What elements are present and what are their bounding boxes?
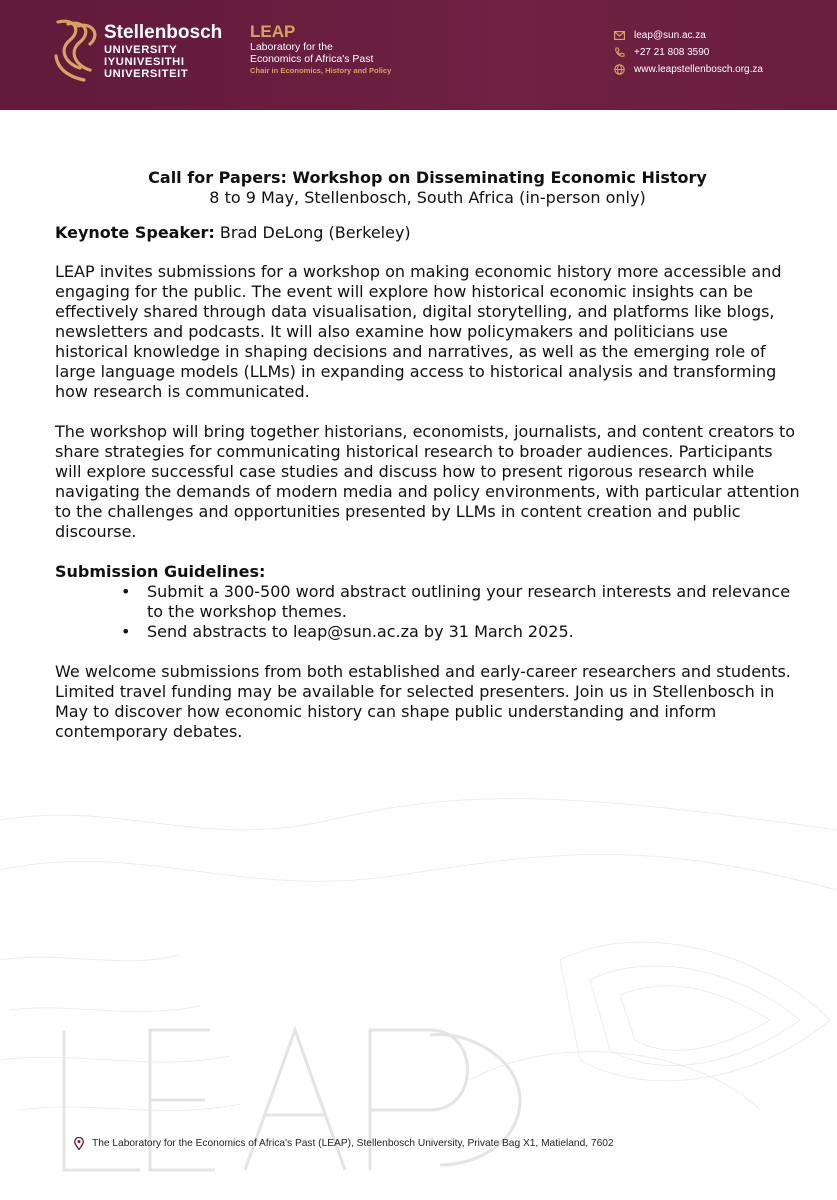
university-line-xhosa: IYUNIVESITHI (104, 56, 185, 68)
footer-address-text: The Laboratory for the Economics of Africa's Past (LEAP), Stellenbosch University, Private Bag X1, Matieland, 7602 (92, 1138, 614, 1149)
guideline-item: • Submit a 300-500 word abstract outlining your research interests and relevance to the workshop themes. (147, 582, 800, 622)
leap-wordmark (250, 23, 391, 76)
email-icon (614, 31, 625, 40)
letterhead-banner (0, 0, 837, 110)
university-wordmark (104, 22, 222, 80)
contact-email-text[interactable]: leap@sun.ac.za (634, 30, 706, 41)
document-body (55, 168, 800, 762)
leap-chair: Chair in Economics, History and Policy (250, 66, 392, 75)
guidelines-list (55, 582, 800, 642)
contact-website-text[interactable]: www.leapstellenbosch.org.za (634, 64, 763, 75)
contact-list (614, 27, 763, 78)
document-subtitle: 8 to 9 May, Stellenbosch, South Africa (in-person only) (209, 188, 646, 207)
stellenbosch-logo-icon (52, 16, 98, 84)
leap-line-2: Economics of Africa's Past (250, 53, 374, 65)
footer-address (74, 1137, 614, 1150)
leap-line-1: Laboratory for the (250, 41, 333, 53)
document-title: Call for Papers: Workshop on Disseminating Economic History (148, 168, 707, 187)
university-line-english: UNIVERSITY (104, 44, 178, 56)
guideline-item: • Send abstracts to leap@sun.ac.za by 31 March 2025. (147, 622, 800, 642)
university-name: Stellenbosch (104, 22, 223, 43)
contact-website[interactable] (614, 61, 763, 78)
contact-email[interactable] (614, 27, 763, 44)
keynote-line (55, 223, 800, 243)
contact-phone[interactable] (614, 44, 763, 61)
keynote-speaker: Brad DeLong (Berkeley) (214, 223, 411, 242)
phone-icon (614, 47, 625, 58)
contact-phone-text[interactable]: +27 21 808 3590 (634, 47, 710, 58)
globe-icon (614, 64, 625, 75)
leap-title: LEAP (250, 22, 296, 41)
paragraph-closing: We welcome submissions from both established and early-career researchers and students. Limited travel funding may be available for selected presenters. Join us in Stellenbosch in May to discover how economic history can shape public understanding and inform contemporary debates. (55, 662, 791, 741)
paragraph-workshop: The workshop will bring together historians, economists, journalists, and content creators to share strategies for communicating historical research to broader audiences. Participants will explore successful case studies and discuss how to present rigorous research while navigating the demands of modern media and policy environments, with particular attention to the challenges and opportunities presented by LLMs in content creation and public discourse. (55, 422, 800, 541)
university-line-afrikaans: UNIVERSITEIT (104, 68, 189, 80)
keynote-label: Keynote Speaker: (55, 223, 215, 242)
paragraph-intro: LEAP invites submissions for a workshop on making economic history more accessible and engaging for the public. The event will explore how historical economic insights can be effectively shared through data visualisation, digital storytelling, and platforms like blogs, newsletters and podcasts. It will also examine how policymakers and politicians use historical knowledge in shaping decisions and narratives, as well as the emerging role of large language models (LLMs) in expanding access to historical analysis and transforming how research is communicated. (55, 262, 782, 401)
guidelines-heading: Submission Guidelines: (55, 562, 266, 581)
location-pin-icon (74, 1137, 84, 1150)
